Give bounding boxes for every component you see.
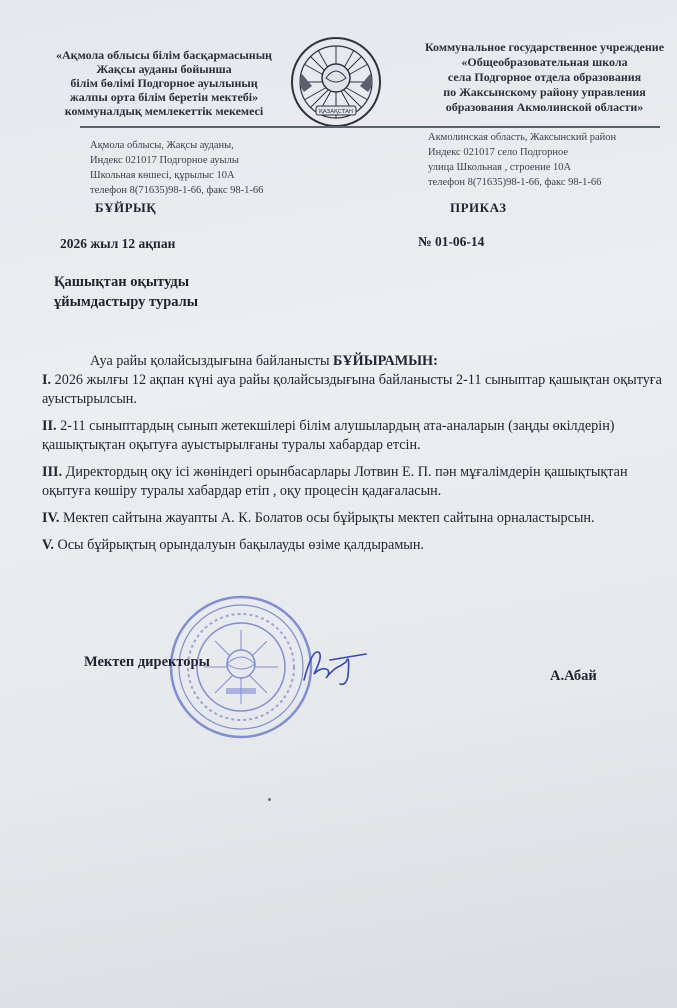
- item-number: I.: [42, 372, 52, 388]
- address-left-block: [90, 138, 263, 198]
- address-right-block: [428, 130, 616, 190]
- order-item: [42, 509, 668, 528]
- header-left-line: білім бөлімі Подгорное ауылының: [70, 76, 258, 90]
- address-right-line: Акмолинская область, Жаксынский район: [428, 132, 617, 143]
- item-text: Осы бұйрықтың орындалуын бақылауды өзіме қалдырамын.: [53, 537, 424, 553]
- intro-command: БҰЙЫРАМЫН:: [333, 353, 438, 369]
- order-title-ru: ПРИКАЗ: [450, 200, 507, 215]
- order-number: № 01-06-14: [418, 234, 485, 249]
- emblem-ribbon-text: ҚАЗАҚСТАН: [319, 109, 353, 115]
- item-number: V.: [42, 537, 54, 553]
- item-text: Мектеп сайтына жауапты А. К. Болатов осы бұйрықты мектеп сайтына орналастырсын.: [59, 510, 595, 526]
- order-title-kz: БҰЙРЫҚ: [95, 200, 157, 215]
- header-right-line: Коммунальное государственное учреждение: [424, 40, 665, 54]
- paper-speck: [268, 798, 271, 801]
- address-left-line: телефон 8(71635)98-1-66, факс 98-1-66: [90, 185, 264, 196]
- order-body: [42, 352, 668, 555]
- header-right-block: [412, 40, 677, 115]
- header-left-block: [44, 48, 284, 118]
- order-date: 2026 жыл 12 ақпан: [60, 236, 176, 251]
- header-left-line: Жақсы ауданы бойынша: [96, 62, 232, 76]
- header-right-line: «Общеобразовательная школа: [461, 55, 628, 69]
- address-right-line: улица Школьная , строение 10А: [428, 162, 572, 173]
- header-left-line: коммуналдық мемлекеттік мекемесі: [64, 104, 264, 118]
- item-text: 2026 жылғы 12 ақпан күні ауа райы қолайсыздығына байланысты 2-11 сыныптар қашықтан оқытуға ауыстырылсын.: [42, 372, 662, 407]
- order-item: [42, 536, 668, 555]
- item-number: II.: [42, 418, 57, 434]
- director-name: А.Абай: [550, 668, 597, 684]
- header-divider: [80, 126, 660, 128]
- order-intro: [42, 352, 668, 371]
- item-text: Директордың оқу ісі жөніндегі орынбасарлары Лотвин Е. П. пән мұғалімдерін қашықтықтан оқытуға көшіру туралы хабардар етіп , оқу процесін қадағаласын.: [42, 464, 628, 499]
- item-text: 2-11 сыныптардың сынып жетекшілері білім алушылардың ата-аналарын (заңды өкілдерін) қашықтықтан оқытуға ауыстырылғаны туралы хабардар етсін.: [42, 418, 615, 453]
- director-signature-icon: [300, 640, 370, 690]
- header-right-line: образования Акмолинской области»: [445, 100, 644, 114]
- order-item: [42, 463, 668, 501]
- address-left-line: Школьная көшесі, құрылыс 10А: [90, 170, 235, 181]
- order-item: [42, 417, 668, 455]
- address-right-line: Индекс 021017 село Подгорное: [428, 147, 569, 158]
- order-item: [42, 371, 668, 409]
- intro-text: Ауа райы қолайсыздығына байланысты: [90, 353, 334, 369]
- header-left-line: «Ақмола облысы білім басқармасының: [56, 48, 272, 62]
- header-right-line: по Жаксынскому району управления: [443, 85, 646, 99]
- address-right-line: телефон 8(71635)98-1-66, факс 98-1-66: [428, 177, 602, 188]
- address-left-line: Индекс 021017 Подгорное ауылы: [90, 155, 239, 166]
- header-right-line: села Подгорное отдела образования: [447, 70, 642, 84]
- order-subject: [54, 272, 198, 312]
- item-number: III.: [42, 464, 63, 480]
- subject-line: ұйымдастыру туралы: [54, 294, 199, 310]
- subject-line: Қашықтан оқытуды: [54, 274, 190, 290]
- address-left-line: Ақмола облысы, Жақсы ауданы,: [90, 140, 234, 151]
- item-number: IV.: [42, 510, 60, 526]
- header-left-line: жалпы орта білім беретін мектебі»: [69, 90, 259, 104]
- state-emblem-icon: [288, 34, 384, 130]
- director-title: Мектеп директоры: [84, 654, 210, 670]
